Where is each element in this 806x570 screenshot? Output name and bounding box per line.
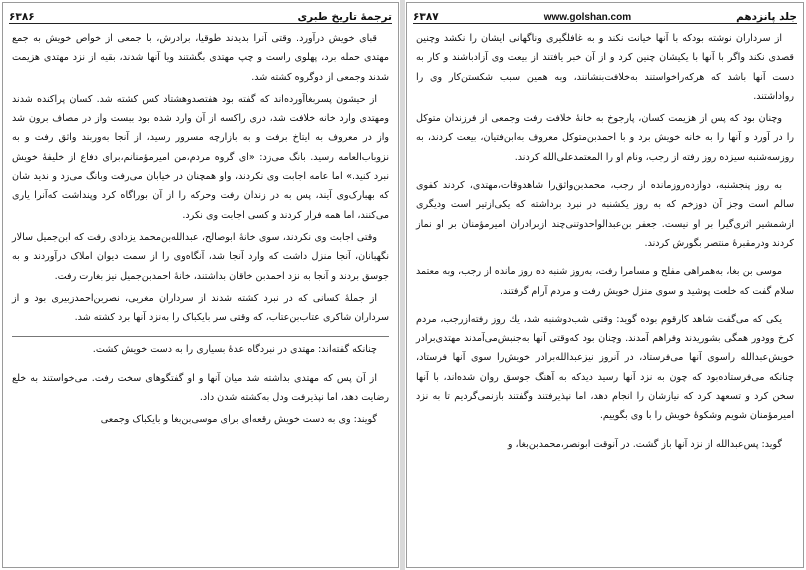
paragraph: از آن پس که مهتدی بداشته شد میان آنها و او گفتگوهای سخت رفت. می‌خواستند به خلع رضایت دهد، اما نپذیرفت ودل به‌کشته شدن داد. (12, 372, 389, 404)
paragraph: از سرداران نوشته بودکه با آنها خیانت نکند و به غافلگیری وناگهانی ایشان را نکشد وچنین قصدی نکند واگر با آنها با یکیشان چنین کرد و از آن خبر یافتند از بیعت وی آزادباشند و کار به دست آنها باشد که هرکه‌راخواستند به‌خلافت‌بنشانند، وبه همین سبب شکستن‌کار وی را رواداشتند. (416, 33, 794, 102)
paragraph: گوید: پس‌عبدالله از نزد آنها باز گشت. در آنوقت ابونصر،محمدبن‌بغا، و (507, 438, 782, 450)
paragraph: یکی که می‌گفت شاهد کارقوم بوده گوید: وقتی شب‌دوشنبه شد، یك روز رفته‌ازرجب، مردم کرخ وودور همگی بشوریدند وفراهم آمدند. وچنان بود که‌وقتی آنها به‌جنبش‌می‌آمدند مهتدی‌برادر خویش‌عبدالله راسوی آنها می‌فرستاد، در آنروز نیزعبدالله‌برادر خویش‌را سوی آنها فرستاد، چنانکه می‌فرستاده‌بود که چون به نزد آنها رسید دیدکه به آهنگ جوسق روان شده‌اند، با آنها سخن کرد و تسعهد کرد که نیازشان را انجام دهد، اما نپذیرفتند وگفتند بازنمی‌گردیم تا به نزد امیرمؤمنان شویم وشکوهٔ خویش را با وی بگوییم. (416, 313, 794, 422)
book-gutter (400, 0, 405, 570)
paragraph: چنانکه گفته‌اند: مهتدی در نبردگاه عدهٔ بسیاری را به دست خویش کشت. (12, 336, 389, 359)
right-page (406, 2, 804, 568)
right-volume-title: جلد پانزدهم (736, 11, 797, 23)
website-address: www.golshan.com (543, 12, 632, 23)
paragraph: وچنان بود که پس از هزیمت کسان، پارجوخ به خانهٔ خلافت رفت وجمعی از فرزندان متوکل را در آورد و آنها را به خانه خویش برد و با احمدبن‌متوکل معروف به‌ابن‌فتیان، بیعت کردند، به روزسه‌شنبه سیزده روز رفته از رجب، ونام او را المعتمدعلی‌الله کردند. (416, 113, 794, 163)
right-page-body (416, 29, 794, 563)
paragraph: وقتی اجابت وی نکردند، سوی خانهٔ ابوصالح، عبدالله‌بن‌محمد یزدادی رفت که ابن‌جمیل سالار نگهبانان، آنجا منزل داشت که وارد آنجا شد، آنگاه‌وی را از سمت دیوان املاک درآوردند و به جوسق بردند و آنجا به نزد احمدبن خاقان بداشتند، خانهٔ احمدبن‌جمیل نیز بغارت رفت. (12, 231, 389, 282)
left-page (2, 2, 399, 568)
left-page-number: ۶۳۸۶ (9, 11, 35, 23)
right-page-header (413, 7, 797, 24)
paragraph: به روز پنجشنبه، دوازده‌روزمانده از رجب، محمدبن‌واثق‌را شاهدوقات،مهتدی، کردند کفوی سالم است وجز آن دوزخم که به روز یکشنبه در نبرد برداشته که یکی‌ازتیر است ودیگری ازشمشیر اثری‌گیرا بر او نیست. جعفر بن‌عبدالواحدوتنی‌چند ازبرادران امیرمؤمنان بر او نماز کردند ودرمقبرهٔ منتصر بگورش کردند. (416, 180, 794, 249)
paragraph: موسی بن بغا، به‌همراهی مفلح و مسامرا رفت، به‌روز شنبه ده روز مانده از رجب، وبه معتمد سلام گفت که خلعت پوشید و سوی منزل خویش رفت و مردم آرام گرفتند. (416, 266, 794, 297)
left-page-header (9, 7, 392, 24)
paragraph: قبای خویش درآورد. وقتی آنرا بدیدند طوقیا، برادرش، با جمعی از خواص خویش به جمع مهتدی حمله برد، پهلوی راست و چپ مهتدی بگشتند ویا آنها شدند، بقیه از نزد مهتدی هزیمت شدند وجمعی از دوگروه کشته شد. (12, 33, 389, 83)
right-page-number: ۶۳۸۷ (413, 11, 439, 23)
left-page-body (12, 29, 389, 563)
paragraph: از جملهٔ کسانی که در نبرد کشته شدند از سرداران مغربی، نصربن‌احمدزبیری بود و از سرداران شاکری عتاب‌بن‌عتاب، که وقتی سر بایکباک را به‌نزد آنها برد کشته شد. (12, 292, 389, 324)
left-book-title: ترجمهٔ تاریخ طبری (297, 11, 392, 23)
paragraph: گویند: وی به دست خویش رقعه‌ای برای موسی‌بن‌بغا و بایکباک وجمعی (100, 414, 377, 426)
paragraph: از حیشون پسربغاآورده‌اند که گفته بود هفتصدوهشتاد کس کشته شد. کسان پراکنده شدند ومهتدی وارد خانه خلافت شد، دری راکسه از آن وارد شده بود ببست واز در مصاف برون شد واز در معروف به ایتاخ برفت و به بازارچه مسرور رسید، از آنجا به‌وربند واثق رفت و به نزوباب‌العامه رسید. بانگ می‌زد: «ای گروه مردم،من امیرمؤمنانم،برای دفاع از خلیفهٔ خویش نبرد کنید.» اما عامه اجابت وی نکردند، واو همچنان در خیابان می‌رفت وبانگ می‌زد و ندید شان که بهبارک‌وی آیند، پس به در زندان رفت وحرکه را از آن بوراگاه کرد وپنداشت که‌آنرا یاری می‌کنند، اما همه فرار کردند و کسی اجابت وی نکرد. (12, 93, 389, 221)
